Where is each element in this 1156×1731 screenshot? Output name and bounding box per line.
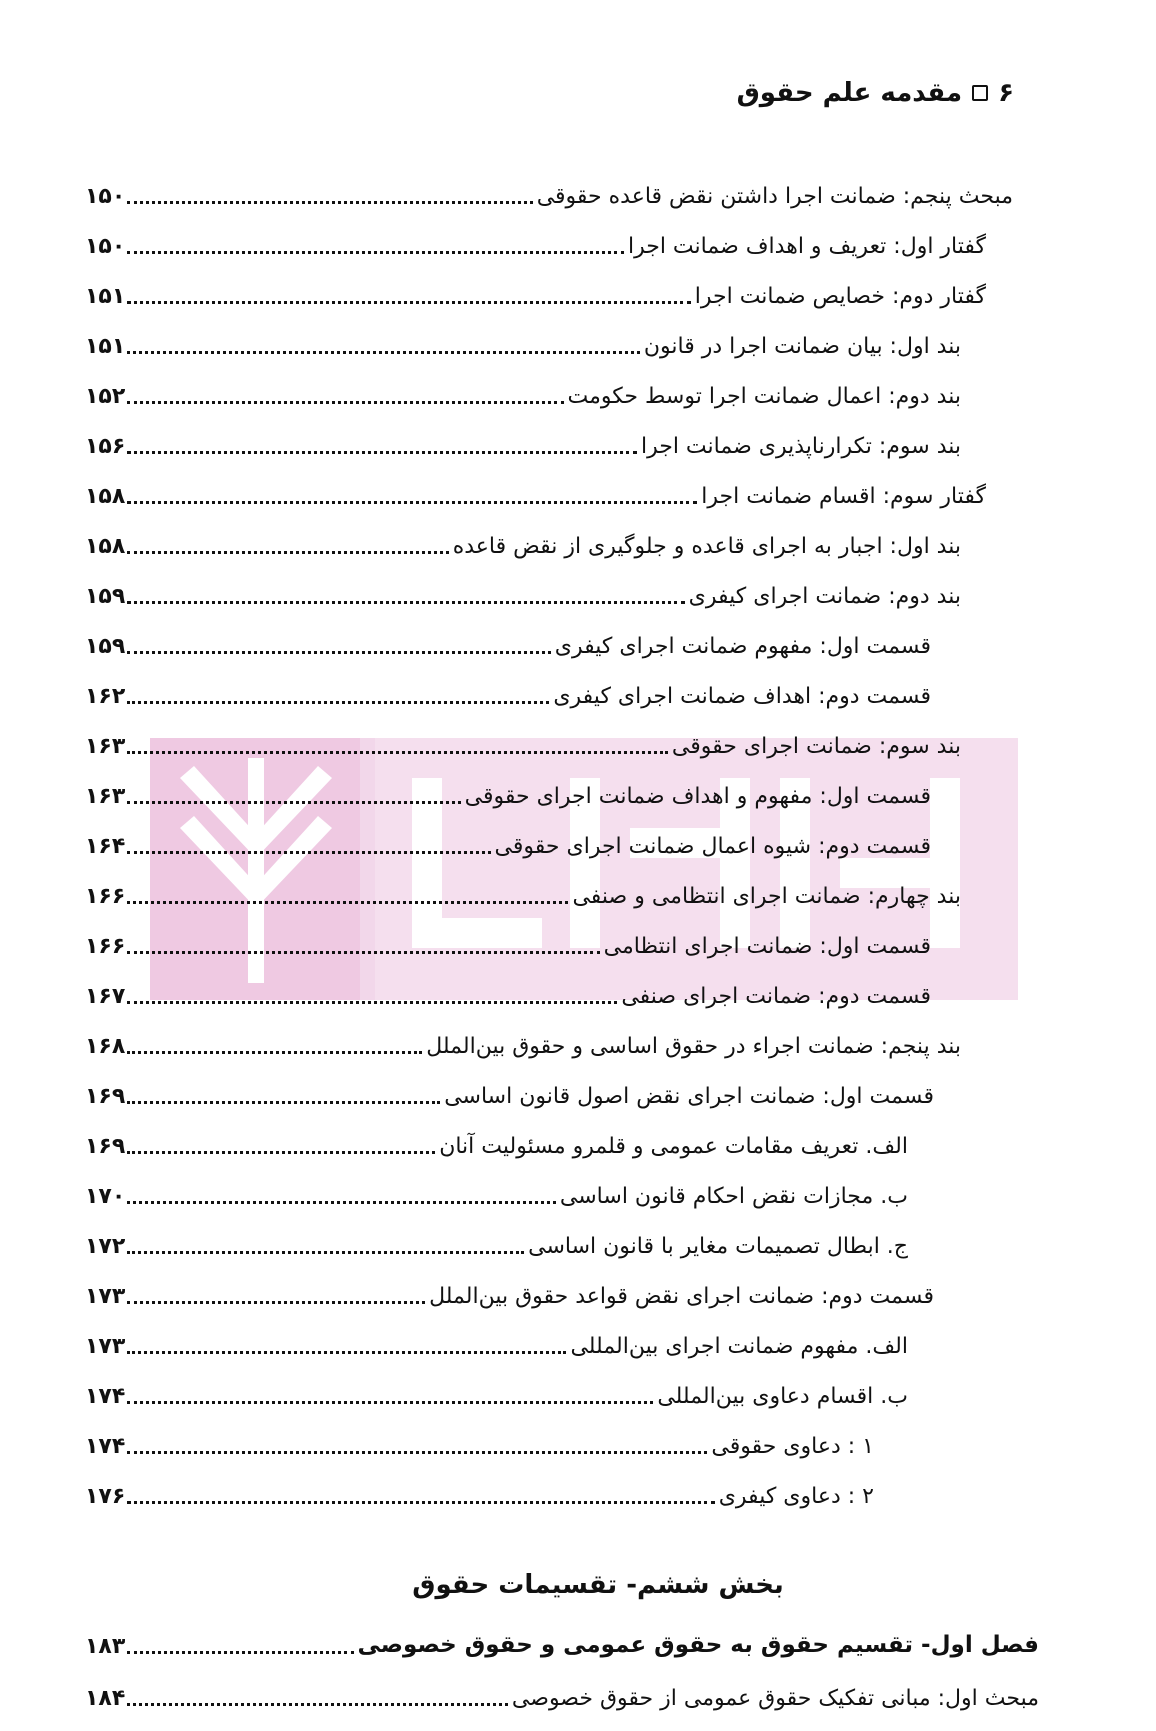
toc-entry[interactable]: [85, 470, 986, 510]
toc-leader-dots: [127, 801, 460, 804]
toc-entry-page: ۱۵۸: [85, 483, 126, 509]
section-heading: بخش ششم- تقسیمات حقوق: [412, 1570, 784, 1600]
toc-entry[interactable]: [85, 870, 961, 910]
toc-entry-page: ۱۵۰: [85, 183, 126, 209]
toc-leader-dots: [127, 351, 640, 354]
toc-entry-title: بند سوم: ضمانت اجرای حقوقی: [671, 733, 961, 759]
toc-entry-title: الف. مفهوم ضمانت اجرای بین‌المللی: [570, 1333, 908, 1359]
toc-entry[interactable]: [85, 570, 961, 610]
toc-entry[interactable]: [85, 1120, 908, 1160]
toc-entry-title: الف. تعریف مقامات عمومی و قلمرو مسئولیت آنان: [439, 1133, 908, 1159]
toc-leader-dots: [127, 1703, 508, 1706]
toc-leader-dots: [127, 1101, 440, 1104]
toc-leader-dots: [127, 951, 599, 954]
toc-entry[interactable]: [85, 270, 986, 310]
toc-leader-dots: [127, 451, 637, 454]
toc-leader-dots: [127, 1351, 566, 1354]
toc-entry-page: ۱۶۹: [85, 1083, 126, 1109]
toc-leader-dots: [127, 1451, 707, 1454]
toc-entry[interactable]: [85, 970, 931, 1010]
toc-leader-dots: [127, 1501, 714, 1504]
toc-entry-title: قسمت دوم: شیوه اعمال ضمانت اجرای حقوقی: [494, 833, 931, 859]
toc-entry[interactable]: [85, 520, 961, 560]
toc-entry-title: ۱ : دعاوی حقوقی: [711, 1433, 874, 1459]
toc-leader-dots: [127, 201, 532, 204]
toc-entry[interactable]: [85, 1270, 934, 1310]
toc-entry-title: ب. اقسام دعاوی بین‌المللی: [657, 1383, 908, 1409]
toc-entry-page: ۱۷۳: [85, 1333, 126, 1359]
toc-entry[interactable]: [85, 220, 986, 260]
toc-entry-page: ۱۷۲: [85, 1233, 126, 1259]
toc-entry-page: ۱۵۸: [85, 533, 126, 559]
toc-entry-chapter[interactable]: [85, 1620, 1039, 1660]
toc-entry-page: ۱۷۴: [85, 1383, 126, 1409]
toc-entry-page: ۱۷۰: [85, 1183, 126, 1209]
toc-entry-page: ۱۸۳: [85, 1633, 126, 1659]
toc-leader-dots: [127, 1201, 556, 1204]
toc-leader-dots: [127, 501, 697, 504]
toc-entry[interactable]: [85, 1370, 908, 1410]
toc-entry-title: مبحث اول: مبانی تفکیک حقوق عمومی از حقوق خصوصی: [511, 1685, 1039, 1711]
square-bullet-icon: [972, 85, 988, 101]
toc-entry-title: قسمت دوم: ضمانت اجرای نقض قواعد حقوق بین‌الملل: [429, 1283, 934, 1309]
toc-entry[interactable]: [85, 420, 961, 460]
toc-entry[interactable]: [85, 920, 931, 960]
toc-leader-dots: [127, 251, 624, 254]
toc-entry-page: ۱۶۹: [85, 1133, 126, 1159]
toc-entry-page: ۱۶۳: [85, 783, 126, 809]
toc-entry-page: ۱۶۴: [85, 833, 126, 859]
toc-entry-page: ۱۵۱: [85, 283, 126, 309]
toc-entry-title: فصل اول- تقسیم حقوق به حقوق عمومی و حقوق خصوصی: [357, 1632, 1039, 1659]
toc-entry[interactable]: [85, 1420, 874, 1460]
toc-leader-dots: [127, 551, 448, 554]
toc-entry-title: گفتار سوم: اقسام ضمانت اجرا: [701, 483, 986, 509]
toc-entry-title: بند پنجم: ضمانت اجراء در حقوق اساسی و حقوق بین‌الملل: [426, 1033, 961, 1059]
toc-entry[interactable]: [85, 670, 931, 710]
toc-leader-dots: [127, 401, 563, 404]
toc-leader-dots: [127, 751, 668, 754]
toc-entry-title: بند سوم: تکرارناپذیری ضمانت اجرا: [640, 433, 961, 459]
toc-entry-page: ۱۷۳: [85, 1283, 126, 1309]
toc-entry-title: گفتار اول: تعریف و اهداف ضمانت اجرا: [627, 233, 986, 259]
toc-entry-title: ۲ : دعاوی کیفری: [718, 1483, 874, 1509]
toc-leader-dots: [127, 1401, 653, 1404]
toc-leader-dots: [127, 301, 690, 304]
toc-entry-page: ۱۵۲: [85, 383, 126, 409]
toc-leader-dots: [127, 851, 490, 854]
toc-entry-title: قسمت دوم: اهداف ضمانت اجرای کیفری: [553, 683, 931, 709]
toc-leader-dots: [127, 1301, 425, 1304]
header-book-title: مقدمه علم حقوق: [736, 78, 963, 108]
toc-entry-title: قسمت اول: مفهوم ضمانت اجرای کیفری: [554, 633, 931, 659]
toc-entry[interactable]: [85, 620, 931, 660]
toc-entry-title: قسمت دوم: ضمانت اجرای صنفی: [621, 983, 931, 1009]
toc-leader-dots: [127, 1001, 617, 1004]
toc-leader-dots: [127, 1251, 524, 1254]
page-header: [737, 78, 1014, 108]
toc-entry-page: ۱۷۴: [85, 1433, 126, 1459]
toc-entry-page: ۱۶۳: [85, 733, 126, 759]
toc-entry-title: قسمت اول: مفهوم و اهداف ضمانت اجرای حقوقی: [464, 783, 931, 809]
toc-entry[interactable]: [85, 1070, 934, 1110]
toc-leader-dots: [127, 1151, 435, 1154]
toc-leader-dots: [127, 601, 684, 604]
toc-entry-page: ۱۶۲: [85, 683, 126, 709]
toc-entry[interactable]: [85, 820, 931, 860]
toc-entry[interactable]: [85, 170, 1013, 210]
toc-entry-page: ۱۸۴: [85, 1685, 126, 1711]
toc-entry[interactable]: [85, 1220, 908, 1260]
toc-leader-dots: [127, 1051, 422, 1054]
toc-entry[interactable]: [85, 1470, 874, 1510]
toc-entry-title: بند اول: اجبار به اجرای قاعده و جلوگیری از نقض قاعده: [452, 533, 961, 559]
toc-entry-page: ۱۷۶: [85, 1483, 126, 1509]
toc-leader-dots: [127, 901, 568, 904]
toc-entry-page: ۱۶۸: [85, 1033, 126, 1059]
toc-entry-title: گفتار دوم: خصایص ضمانت اجرا: [694, 283, 986, 309]
toc-entry[interactable]: [85, 370, 961, 410]
toc-entry-title: بند چهارم: ضمانت اجرای انتظامی و صنفی: [572, 883, 961, 909]
header-page-number: ۶: [998, 78, 1014, 108]
toc-leader-dots: [127, 1651, 353, 1654]
toc-entry-page: ۱۶۷: [85, 983, 126, 1009]
toc-entry-page: ۱۶۶: [85, 933, 126, 959]
toc-entry-title: بند دوم: ضمانت اجرای کیفری: [688, 583, 961, 609]
toc-entry[interactable]: [85, 770, 931, 810]
toc-entry-title: ب. مجازات نقض احکام قانون اساسی: [559, 1183, 908, 1209]
toc-entry-page: ۱۵۱: [85, 333, 126, 359]
toc-entry-page: ۱۵۶: [85, 433, 126, 459]
toc-entry[interactable]: [85, 1320, 908, 1360]
toc-entry-title: مبحث پنجم: ضمانت اجرا داشتن نقض قاعده حقوقی: [536, 183, 1013, 209]
toc-leader-dots: [127, 651, 550, 654]
toc-entry[interactable]: [85, 320, 961, 360]
toc-entry[interactable]: [85, 720, 961, 760]
toc-entry-title: بند اول: بیان ضمانت اجرا در قانون: [643, 333, 961, 359]
toc-entry[interactable]: [85, 1170, 908, 1210]
toc-entry[interactable]: [85, 1672, 1039, 1712]
toc-entry-title: بند دوم: اعمال ضمانت اجرا توسط حکومت: [567, 383, 961, 409]
toc-entry-page: ۱۵۰: [85, 233, 126, 259]
toc-entry-title: ج. ابطال تصمیمات مغایر با قانون اساسی: [528, 1233, 908, 1259]
toc-entry-title: قسمت اول: ضمانت اجرای نقض اصول قانون اساسی: [444, 1083, 934, 1109]
toc-entry-page: ۱۵۹: [85, 633, 126, 659]
toc-entry[interactable]: [85, 1020, 961, 1060]
toc-entry-page: ۱۵۹: [85, 583, 126, 609]
toc-leader-dots: [127, 701, 549, 704]
toc-entry-title: قسمت اول: ضمانت اجرای انتظامی: [603, 933, 931, 959]
toc-entry-page: ۱۶۶: [85, 883, 126, 909]
